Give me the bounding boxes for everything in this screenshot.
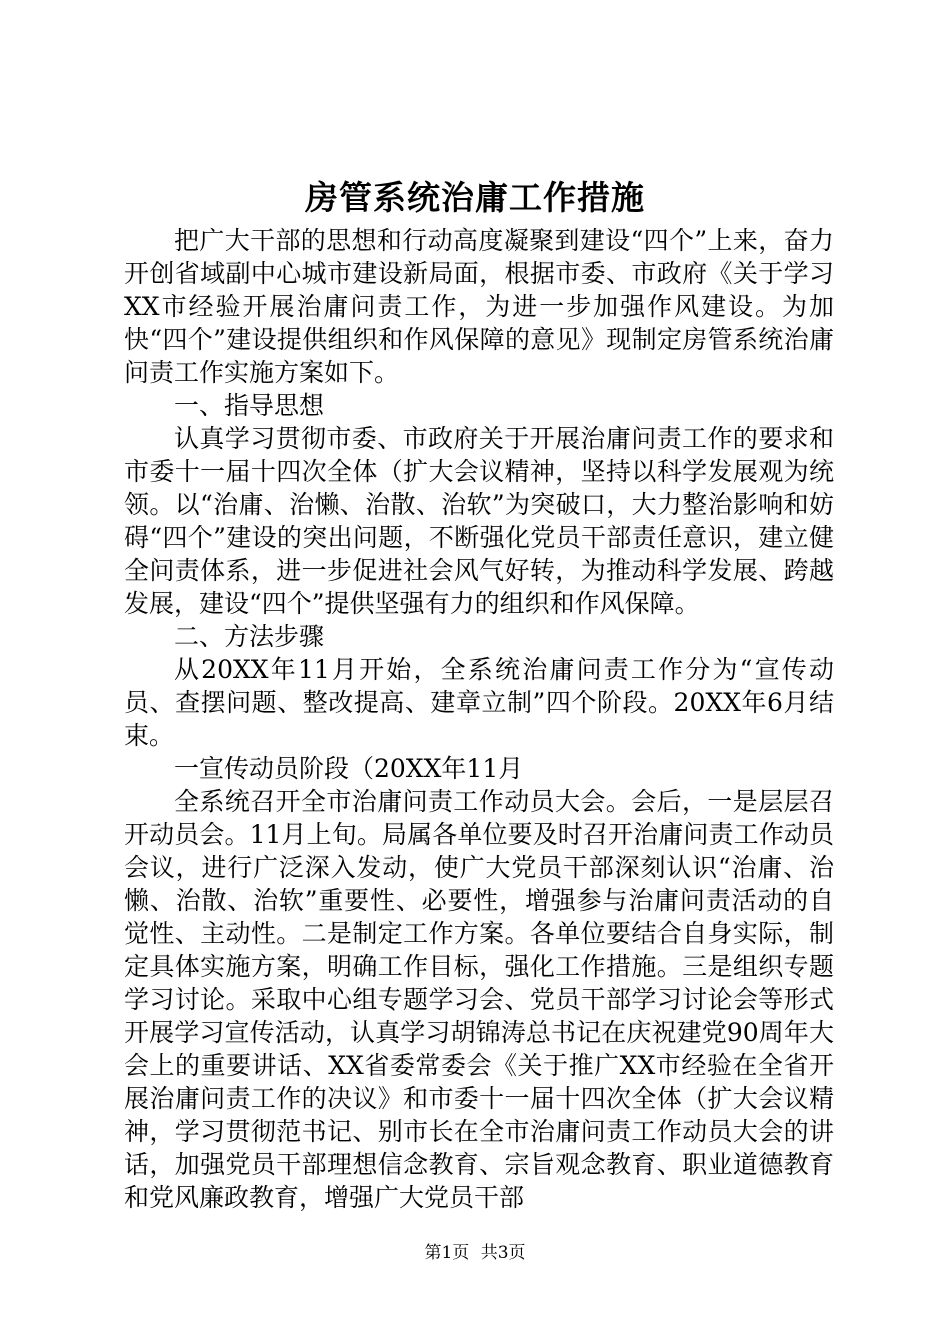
intro-paragraph: 把广大干部的思想和行动高度凝聚到建设“四个”上来，奋力开创省域副中心城市建设新局面，根据市委、市政府《关于学习XX市经验开展治庸问责工作，为进一步加强作风建设。为加快“四个”建设提供组织和作风保障的意见》现制定房管系统治庸问责工作实施方案如下。 — [124, 226, 834, 387]
page-total: 共3页 — [480, 1243, 526, 1263]
page-number: 第1页 — [424, 1243, 470, 1263]
document-title: 房管系统治庸工作措施 — [305, 178, 645, 217]
methods-steps-paragraph: 从20XX年11月开始，全系统治庸问责工作分为“宣传动员、查摆问题、整改提高、建章立制”四个阶段。20XX年6月结束。 — [124, 655, 834, 750]
page-footer — [0, 1242, 950, 1264]
section-heading-guiding-ideology: 一、指导思想 — [174, 391, 325, 420]
subsection-heading-mobilization-stage: 一宣传动员阶段（20XX年11月 — [174, 754, 524, 783]
document-body — [124, 224, 834, 1214]
mobilization-stage-paragraph: 全系统召开全市治庸问责工作动员大会。会后，一是层层召开动员会。11月上旬。局属各单位要及时召开治庸问责工作动员会议，进行广泛深入发动，使广大党员干部深刻认识“治庸、治懒、治散、治软”重要性、必要性，增强参与治庸问责活动的自觉性、主动性。二是制定工作方案。各单位要结合自身实际，制定具体实施方案，明确工作目标，强化工作措施。三是组织专题学习讨论。采取中心组专题学习会、党员干部学习讨论会等形式开展学习宣传活动，认真学习胡锦涛总书记在庆祝建党90周年大会上的重要讲话、XX省委常委会《关于推广XX市经验在全省开展治庸问责工作的决议》和市委十一届十四次全体（扩大会议精神，学习贯彻范书记、别市长在全市治庸问责工作动员大会的讲话，加强党员干部理想信念教育、宗旨观念教育、职业道德教育和党风廉政教育，增强广大党员干部 — [124, 787, 834, 1212]
guiding-ideology-paragraph: 认真学习贯彻市委、市政府关于开展治庸问责工作的要求和市委十一届十四次全体（扩大会议精神，坚持以科学发展观为统领。以“治庸、治懒、治散、治软”为突破口，大力整治影响和妨碍“四个”建设的突出问题，不断强化党员干部责任意识，建立健全问责体系，进一步促进社会风气好转，为推动科学发展、跨越发展，建设“四个”提供坚强有力的组织和作风保障。 — [124, 424, 834, 618]
section-heading-methods-steps: 二、方法步骤 — [174, 622, 325, 651]
